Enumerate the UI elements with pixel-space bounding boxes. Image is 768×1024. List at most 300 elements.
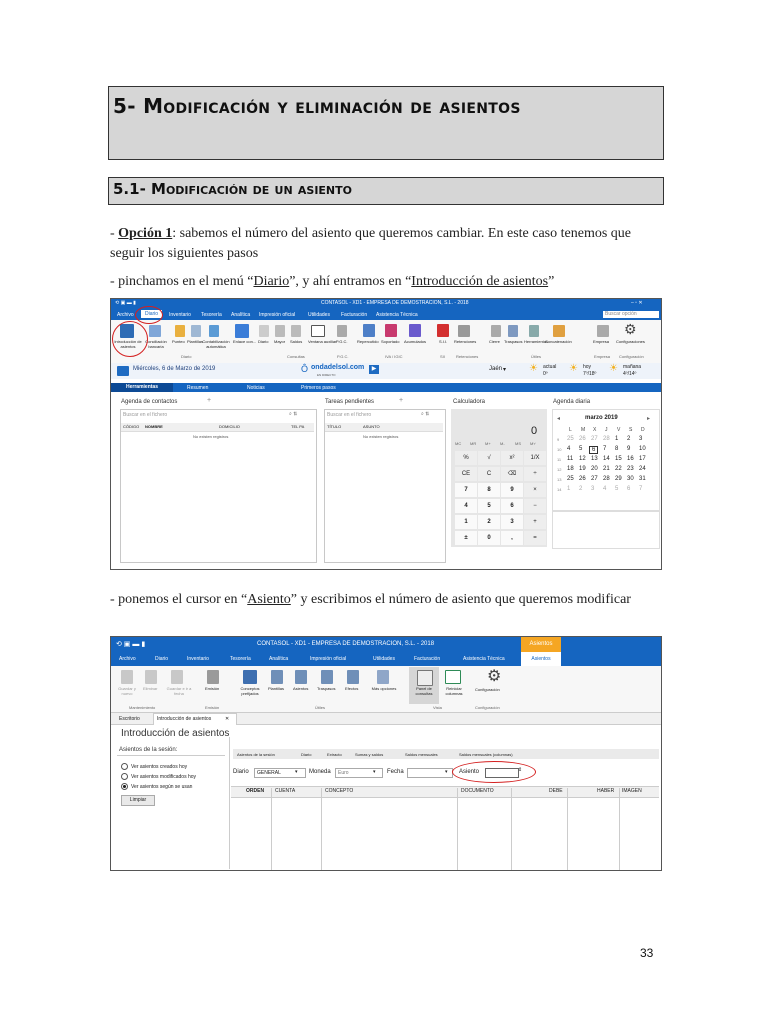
ribbon-herramientas[interactable]: Herramientas: [524, 339, 549, 344]
calendar-day[interactable]: 1: [567, 486, 571, 492]
agenda-notes[interactable]: [552, 511, 660, 549]
tab-resumen[interactable]: Resumen: [187, 385, 209, 391]
col-concepto[interactable]: CONCEPTO: [325, 788, 354, 794]
calendar-day[interactable]: 7: [603, 446, 607, 452]
search-icon[interactable]: ⌕ ⇅: [421, 411, 430, 417]
menu-archivo[interactable]: Archivo: [119, 656, 136, 662]
col-divider-1: [271, 788, 272, 870]
ribbon-repercutido[interactable]: Repercutido: [357, 339, 379, 344]
cierre-icon[interactable]: [491, 325, 501, 337]
calendar-day[interactable]: 6: [589, 446, 598, 454]
btn-guardar-nuevo[interactable]: Guardar y nuevo: [118, 686, 136, 696]
calendar-day[interactable]: 3: [591, 486, 595, 492]
tasks-title: Tareas pendientes: [325, 399, 375, 405]
tab-herramientas[interactable]: Herramientas: [111, 383, 173, 392]
ribbon-enlace[interactable]: Enlace con...: [233, 339, 257, 344]
calendar-day[interactable]: 17: [639, 456, 646, 462]
delete-icon[interactable]: [145, 670, 157, 684]
calendar-day[interactable]: 22: [615, 466, 622, 472]
conciliacion-icon[interactable]: [149, 325, 161, 337]
group-emision: Emisión: [205, 705, 220, 710]
radio-modificados[interactable]: [121, 773, 128, 780]
calendar-day[interactable]: 25: [567, 436, 574, 442]
ribbon-traspasos[interactable]: Traspasos: [504, 339, 523, 344]
add-contact-icon[interactable]: +: [207, 397, 212, 404]
step1-text-b: ”, y ahí entramos en “: [289, 274, 412, 289]
subtab-saldos-columnas[interactable]: Saldos mensuales (columnas): [459, 752, 513, 757]
sun-icon: ☀: [569, 363, 578, 374]
calendar-day[interactable]: 31: [639, 476, 646, 482]
screenshot-intro-asientos: [110, 636, 662, 871]
group-diario: Diario: [181, 354, 192, 359]
menu-tesoreria[interactable]: Tesorería: [201, 312, 222, 318]
subtab-saldos-mensuales[interactable]: Saldos mensuales: [405, 752, 438, 757]
brand-sub: EN DIRECTO: [317, 373, 336, 377]
intro-asientos-term: Introducción de asientos: [411, 274, 549, 289]
calendar-day[interactable]: 27: [591, 476, 598, 482]
calc-key[interactable]: %: [455, 451, 477, 465]
calendar-day[interactable]: 5: [579, 446, 583, 452]
search-icon[interactable]: ⌕ ⇅: [289, 411, 298, 417]
weather-now-label: actual: [543, 364, 557, 370]
calc-key[interactable]: 5: [478, 499, 500, 513]
ribbon-soportado[interactable]: Soportado: [381, 339, 400, 344]
calendar-day[interactable]: 2: [627, 436, 631, 442]
tab-noticias[interactable]: Noticias: [247, 385, 265, 391]
calc-key[interactable]: C: [478, 467, 500, 481]
btn-reiniciar-columnas[interactable]: Reiniciar columnas: [445, 686, 463, 696]
calculator-display: 0: [531, 425, 538, 437]
brand-name: ondadelsol.com: [311, 364, 365, 371]
contacts-col-domicilio[interactable]: DOMICILIO: [219, 424, 240, 429]
section-heading: 5- Modificación y eliminación de asientos: [113, 94, 521, 118]
retenciones-icon[interactable]: [458, 325, 470, 337]
menu-inventario[interactable]: Inventario: [169, 312, 191, 318]
calc-key[interactable]: 8: [478, 483, 500, 497]
calendar-day[interactable]: 4: [567, 446, 571, 452]
calendar-day[interactable]: 28: [603, 436, 610, 442]
repercutido-icon[interactable]: [363, 324, 375, 337]
week-number: 12: [557, 467, 562, 472]
option-description: : sabemos el número del asiento que queremos cambiar. En este caso tenemos que seguir los siguientes pasos: [110, 226, 631, 261]
city-dropdown-icon[interactable]: ▾: [503, 367, 507, 373]
calc-key[interactable]: x²: [501, 451, 523, 465]
tasks-col-asunto[interactable]: ASUNTO: [363, 424, 380, 429]
btn-guardar-fecha[interactable]: Guardar e ir a fecha: [166, 686, 192, 696]
col-divider-5: [567, 788, 568, 870]
week-number: 10: [557, 447, 562, 452]
saldos-icon[interactable]: [291, 325, 301, 337]
col-divider-3: [457, 788, 458, 870]
subsection-heading-box: [108, 177, 664, 205]
sun-icon-tomorrow: ☀: [609, 363, 618, 374]
ribbon-plantillas[interactable]: Plantillas: [187, 339, 204, 344]
ribbon-sii[interactable]: S.I.I.: [439, 339, 448, 344]
group-iva: IVA / IGIC: [385, 354, 403, 359]
subtabs-bar: [233, 749, 659, 759]
ventana-auxiliar-icon[interactable]: [311, 325, 325, 337]
calendar-day[interactable]: 11: [567, 456, 574, 462]
subtab-diario[interactable]: Diario: [301, 752, 312, 757]
contabilizacion-icon[interactable]: [209, 325, 219, 337]
calendar-day[interactable]: 23: [627, 466, 634, 472]
menu-asistencia-tecnica[interactable]: Asistencia Técnica: [463, 656, 505, 662]
clear-button[interactable]: Limpiar: [121, 795, 155, 806]
calc-key[interactable]: −: [524, 499, 546, 513]
col-imagen[interactable]: IMAGEN: [622, 788, 642, 794]
ribbon-diario[interactable]: Diario: [258, 339, 269, 344]
calculator-title: Calculadora: [453, 399, 486, 405]
week-number: 14: [557, 487, 562, 492]
asiento-stepper-icon[interactable]: ⇕: [518, 767, 523, 773]
group-retenciones: Retenciones: [456, 354, 479, 359]
btn-conceptos[interactable]: Conceptos prefijados: [240, 686, 260, 696]
calendar-day[interactable]: 28: [603, 476, 610, 482]
calendar-day[interactable]: 29: [615, 476, 622, 482]
efectos-icon[interactable]: [347, 670, 359, 684]
col-divider-4: [511, 788, 512, 870]
option-creados[interactable]: Ver asientos creados hoy: [131, 764, 188, 770]
btn-panel-consultas[interactable]: Panel de consultas: [415, 686, 433, 696]
col-haber[interactable]: HABER: [597, 788, 615, 794]
screenshot-diario-menu: [110, 298, 662, 570]
col-divider-6: [619, 788, 620, 870]
col-debe[interactable]: DEBE: [549, 788, 563, 794]
weekday-label: S: [629, 427, 633, 433]
calc-key[interactable]: 4: [455, 499, 477, 513]
group-mantenimiento: Mantenimiento: [129, 705, 156, 710]
paragraph-step-2: [110, 590, 650, 610]
calendar-day[interactable]: 4: [603, 486, 607, 492]
concatenacion-icon[interactable]: [553, 325, 565, 337]
menu-analitica[interactable]: Analítica: [269, 656, 289, 662]
menu-impresion-oficial[interactable]: Impresión oficial: [259, 312, 296, 318]
quick-access-icons[interactable]: ⟲ ▣ ▬ ▮: [115, 300, 136, 306]
calc-key[interactable]: 3: [501, 515, 523, 529]
traspasos-icon[interactable]: [508, 325, 518, 337]
calc-key[interactable]: 1: [455, 515, 477, 529]
page-title: Introducción de asientos: [121, 728, 230, 739]
col-cuenta[interactable]: CUENTA: [275, 788, 296, 794]
menu-utilidades[interactable]: Utilidades: [373, 656, 395, 662]
diario-select[interactable]: GENERAL: [254, 768, 306, 778]
fecha-dropdown-icon[interactable]: ▾: [445, 769, 448, 775]
print-icon[interactable]: [207, 670, 219, 684]
calendar-day[interactable]: 15: [615, 456, 622, 462]
more-options-icon[interactable]: [377, 670, 389, 684]
calc-key[interactable]: ×: [524, 483, 546, 497]
calc-key[interactable]: =: [524, 531, 546, 545]
weather-tomorrow-temp: 4º/14º: [623, 371, 637, 377]
btn-efectos[interactable]: Efectos: [345, 686, 359, 691]
menu-analitica[interactable]: Analítica: [231, 312, 251, 318]
window-title: CONTASOL - XD1 - EMPRESA DE DEMOSTRACION, S.L. - 2018: [321, 300, 469, 306]
ribbon-retenciones[interactable]: Retenciones: [454, 339, 477, 344]
ribbon-pgc[interactable]: P.G.C.: [336, 339, 348, 344]
traspasos-icon[interactable]: [321, 670, 333, 684]
tab-escritorio[interactable]: Escritorio: [119, 716, 140, 722]
weekday-label: J: [605, 427, 608, 433]
calendar-day[interactable]: 14: [603, 456, 610, 462]
btn-plantillas[interactable]: Plantillas: [268, 686, 285, 691]
ribbon-intro-asientos[interactable]: Introducción de asientos: [114, 339, 142, 349]
herramientas-icon[interactable]: [529, 325, 539, 337]
diario-label: Diario: [233, 769, 249, 775]
diario-icon[interactable]: [259, 325, 269, 337]
tasks-header: [325, 423, 443, 432]
col-divider-2: [321, 788, 322, 870]
agenda-title: Agenda diaria: [553, 399, 591, 405]
ondadelsol-logo-icon: Ô: [301, 364, 309, 374]
ribbon-conciliacion[interactable]: Conciliación bancaria: [145, 339, 167, 349]
calc-key[interactable]: CE: [455, 467, 477, 481]
calc-memory-key[interactable]: M-: [500, 441, 505, 446]
acumulados-icon[interactable]: [409, 324, 421, 337]
menu-tesoreria[interactable]: Tesorería: [230, 656, 251, 662]
radio-creados[interactable]: [121, 763, 128, 770]
ribbon-configuraciones[interactable]: Configuraciones: [616, 339, 645, 344]
weekday-label: V: [617, 427, 621, 433]
highlight-diario-menu: [135, 306, 163, 324]
contacts-empty: No existen registros: [193, 434, 229, 439]
current-date: Miércoles, 6 de Marzo de 2019: [133, 366, 216, 372]
conceptos-icon[interactable]: [243, 670, 257, 684]
btn-eliminar[interactable]: Eliminar: [143, 686, 158, 691]
btn-traspasos[interactable]: Traspasos: [317, 686, 336, 691]
calc-key[interactable]: 6: [501, 499, 523, 513]
calendar-day[interactable]: 2: [579, 486, 583, 492]
calc-key[interactable]: +: [524, 515, 546, 529]
tasks-col-titulo[interactable]: TÍTULO: [327, 424, 342, 429]
pgc-icon[interactable]: [337, 325, 347, 337]
calc-memory-key[interactable]: M+: [485, 441, 491, 446]
plantillas-icon[interactable]: [191, 325, 201, 337]
calc-memory-key[interactable]: M˅: [530, 441, 536, 446]
weather-now-temp: 0º: [543, 371, 548, 377]
calc-key[interactable]: √: [478, 451, 500, 465]
calc-key[interactable]: ,: [501, 531, 523, 545]
save-goto-icon[interactable]: [171, 670, 183, 684]
calc-key[interactable]: 1/X: [524, 451, 546, 465]
calc-key[interactable]: 9: [501, 483, 523, 497]
calendar-day[interactable]: 16: [627, 456, 634, 462]
menu-inventario[interactable]: Inventario: [187, 656, 209, 662]
calendar-day[interactable]: 5: [615, 486, 619, 492]
punteo-icon[interactable]: [175, 325, 185, 337]
calc-key[interactable]: 0: [478, 531, 500, 545]
step1-text-a: - pinchamos en el menú “: [110, 274, 254, 289]
group-pgc: P.G.C.: [337, 354, 349, 359]
gear-icon[interactable]: ⚙: [487, 668, 502, 685]
group-utiles: Útiles: [531, 354, 542, 359]
group-utiles: Útiles: [315, 705, 326, 710]
asientos-icon[interactable]: [295, 670, 307, 684]
enlace-icon[interactable]: [235, 324, 249, 338]
tab-primeros-pasos[interactable]: Primeros pasos: [301, 385, 336, 391]
calendar-day[interactable]: 3: [639, 436, 643, 442]
calendar-day[interactable]: 19: [579, 466, 586, 472]
calendar-day[interactable]: 6: [627, 486, 631, 492]
calc-memory-key[interactable]: MR: [470, 441, 477, 446]
asiento-term: Asiento: [247, 592, 291, 607]
calendar-day[interactable]: 25: [567, 476, 574, 482]
paragraph-option-1: [110, 224, 650, 264]
ribbon-concatenacion[interactable]: Concatenación: [545, 339, 572, 344]
calendar-day[interactable]: 7: [639, 486, 643, 492]
col-documento[interactable]: DOCUMENTO: [461, 788, 494, 794]
ribbon-ventana-auxiliar[interactable]: Ventana auxiliar: [308, 339, 337, 344]
sun-cloud-icon: ☀: [529, 363, 538, 374]
reset-columns-icon[interactable]: [445, 670, 461, 684]
calc-memory-key[interactable]: MS: [515, 441, 521, 446]
asiento-label: Asiento: [459, 769, 480, 775]
group-empresa: Empresa: [594, 354, 611, 359]
group-configuracion: Configuración: [475, 705, 500, 710]
col-orden[interactable]: ORDEN: [246, 788, 265, 794]
calc-key[interactable]: 7: [455, 483, 477, 497]
calendar-day[interactable]: 8: [615, 446, 619, 452]
calc-key[interactable]: 2: [478, 515, 500, 529]
calendar-day[interactable]: 30: [627, 476, 634, 482]
moneda-select[interactable]: Euro: [335, 768, 383, 778]
calendar-day[interactable]: 18: [567, 466, 574, 472]
weekday-label: D: [641, 427, 645, 433]
panel-separator: [229, 737, 230, 869]
menu-facturacion[interactable]: Facturación: [414, 656, 441, 662]
calendar-day[interactable]: 12: [579, 456, 586, 462]
contacts-search[interactable]: Buscar en el fichero: [123, 412, 168, 418]
option-modificados[interactable]: Ver asientos modificados hoy: [131, 774, 197, 780]
btn-emision[interactable]: Emisión: [205, 686, 220, 691]
tab-intro-asientos[interactable]: Introducción de asientos: [157, 716, 212, 722]
calendar-day[interactable]: 21: [603, 466, 610, 472]
menu-impresion-oficial[interactable]: Impresión oficial: [310, 656, 347, 662]
empresa-icon[interactable]: [597, 325, 609, 337]
section-heading-box: [108, 86, 664, 160]
calc-key[interactable]: ⌫: [501, 467, 523, 481]
calendar-day[interactable]: 9: [627, 446, 631, 452]
moneda-label: Moneda: [309, 769, 331, 775]
panel-icon[interactable]: [417, 670, 433, 686]
calendar-day[interactable]: 26: [579, 436, 586, 442]
contacts-col-codigo[interactable]: CÓDIGO: [123, 424, 140, 429]
gear-icon[interactable]: ⚙: [624, 321, 637, 337]
calendar-month: marzo 2019: [585, 415, 618, 421]
step2-text-b: ” y escribimos el número de asiento que queremos modificar: [290, 592, 631, 607]
play-icon[interactable]: ▶: [369, 365, 379, 374]
weather-tomorrow-label: mañana: [623, 364, 642, 370]
session-divider: [117, 755, 225, 756]
menu-diario[interactable]: Diario: [141, 310, 162, 318]
subsection-heading: 5.1- Modificación de un asiento: [113, 180, 352, 198]
menu-archivo[interactable]: Archivo: [117, 312, 134, 318]
calendar-day[interactable]: 1: [615, 436, 619, 442]
context-tab-title: Asientos: [521, 637, 561, 652]
paragraph-step-1: [110, 272, 650, 292]
tasks-search[interactable]: Buscar en el fichero: [327, 412, 372, 418]
calendar-day[interactable]: 27: [591, 436, 598, 442]
group-vista: Vista: [433, 705, 442, 710]
city[interactable]: Jaén: [489, 366, 503, 372]
ribbon-cierre[interactable]: Cierre: [489, 339, 500, 344]
diario-term: Diario: [253, 274, 290, 289]
close-icon[interactable]: ✕: [225, 716, 230, 722]
weekday-label: L: [569, 427, 572, 433]
contacts-col-nombre[interactable]: NOMBRE: [145, 424, 163, 429]
calendar-next-icon[interactable]: ▸: [647, 416, 651, 422]
calendar-prev-icon[interactable]: ◂: [557, 416, 561, 422]
option-label: Opción 1: [118, 226, 173, 241]
menu-utilidades[interactable]: Utilidades: [308, 312, 330, 318]
menu-asistencia-tecnica[interactable]: Asistencia Técnica: [376, 312, 418, 318]
contacts-grid: [120, 409, 317, 563]
week-number: 13: [557, 477, 562, 482]
soportado-icon[interactable]: [385, 324, 397, 337]
step2-text-a: - ponemos el cursor en “: [110, 592, 248, 607]
calendar-day[interactable]: 20: [591, 466, 598, 472]
highlight-intro-asientos: [112, 321, 148, 357]
ribbon-mayor[interactable]: Mayor: [274, 339, 286, 344]
week-number: 11: [557, 457, 562, 462]
option-segun-usan[interactable]: Ver asientos según se usan: [131, 784, 193, 790]
calendar-day[interactable]: 24: [639, 466, 646, 472]
radio-segun-usan[interactable]: [121, 783, 128, 790]
weather-today-label: hoy: [583, 364, 592, 370]
calendar-icon: [117, 366, 129, 376]
ribbon-acumulados[interactable]: Acumulados: [404, 339, 427, 344]
entries-header: [231, 786, 659, 798]
calc-key[interactable]: ±: [455, 531, 477, 545]
tasks-grid: [324, 409, 446, 563]
quick-access-icons[interactable]: ⟲ ▣ ▬ ▮: [116, 641, 146, 648]
menu-diario[interactable]: Diario: [155, 656, 169, 662]
ribbon-saldos[interactable]: Saldos: [290, 339, 303, 344]
weekday-label: X: [593, 427, 597, 433]
step1-text-c: ”: [548, 274, 555, 289]
subtab-sumas-saldos[interactable]: Sumas y saldos: [355, 752, 384, 757]
sii-icon[interactable]: [437, 324, 449, 337]
plantillas-icon[interactable]: [271, 670, 283, 684]
bullet-dash: -: [110, 226, 119, 241]
btn-mas-opciones[interactable]: Más opciones: [371, 686, 397, 691]
menu-facturacion[interactable]: Facturación: [341, 312, 368, 318]
moneda-dropdown-icon[interactable]: ▾: [373, 769, 376, 775]
subtab-extracto[interactable]: Extracto: [327, 752, 342, 757]
btn-configuracion[interactable]: Configuración: [475, 687, 500, 692]
contacts-col-tel[interactable]: TEL PA: [291, 424, 305, 429]
menu-asientos[interactable]: Asientos: [521, 652, 561, 666]
calendar-day[interactable]: 10: [639, 446, 646, 452]
weekday-label: M: [581, 427, 586, 433]
ribbon-punteo[interactable]: Punteo: [172, 339, 185, 344]
group-consultas: Consultas: [287, 354, 305, 359]
calc-memory-key[interactable]: MC: [455, 441, 462, 446]
save-new-icon[interactable]: [121, 670, 133, 684]
ribbon-contabilizacion[interactable]: Contabilización automática: [202, 339, 230, 349]
calc-key[interactable]: ÷: [524, 467, 546, 481]
window-controls[interactable]: – ▫ ✕: [631, 300, 643, 306]
tasks-empty: No existen registros: [363, 434, 399, 439]
calendar-day[interactable]: 13: [591, 456, 598, 462]
btn-asientos[interactable]: Asientos: [293, 686, 309, 691]
subtab-sesion[interactable]: Asientos de la sesión: [237, 752, 275, 757]
mayor-icon[interactable]: [275, 325, 285, 337]
ribbon-empresa[interactable]: Empresa: [593, 339, 610, 344]
diario-dropdown-icon[interactable]: ▾: [295, 769, 298, 775]
calendar-day[interactable]: 26: [579, 476, 586, 482]
add-task-icon[interactable]: +: [399, 397, 404, 404]
search-option-input[interactable]: Buscar opción: [603, 311, 659, 318]
